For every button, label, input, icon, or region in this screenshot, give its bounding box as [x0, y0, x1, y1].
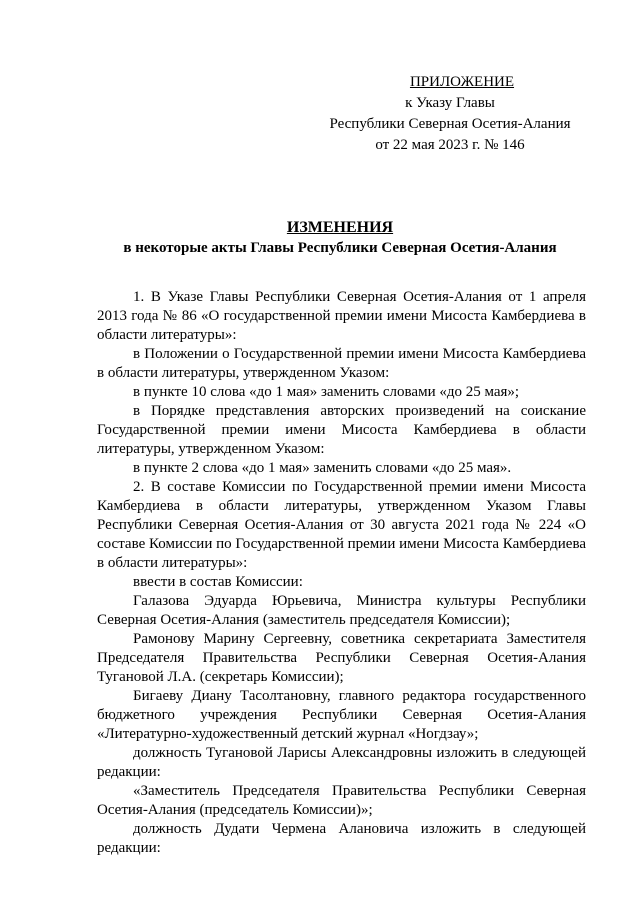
title-heading: ИЗМЕНЕНИЯ [286, 219, 394, 236]
appendix-label: ПРИЛОЖЕНИЕ [409, 74, 515, 90]
title-subheading: в некоторые акты Главы Республики Северная Осетия-Алания [123, 240, 557, 256]
paragraph: в пункте 10 слова «до 1 мая» заменить словами «до 25 мая»; [133, 384, 520, 400]
paragraph: должность Дудати Чермена Алановича изложить в следующей редакции: [97, 821, 586, 856]
paragraph: в Порядке представления авторских произведений на соискание Государственной премии имени Мисоста Камбердиева в области литературы, утвержденном Указом: [97, 403, 586, 457]
appendix-date-number: от 22 мая 2023 г. № 146 [375, 137, 525, 153]
paragraph: в пункте 2 слова «до 1 мая» заменить словами «до 25 мая». [133, 460, 512, 476]
paragraph: 2. В составе Комиссии по Государственной премии имени Мисоста Камбердиева в области литературы, утвержденном Указом Главы Республики Северная Осетия-Алания от 30 августа 2021 года № 224 «О составе Комиссии по Государственной премии имени Мисоста Камбердиева в области литературы»: [97, 479, 586, 571]
paragraph: 1. В Указе Главы Республики Северная Осетия-Алания от 1 апреля 2013 года № 86 «О государственной премии имени Мисоста Камбердиева в области литературы»: [97, 289, 586, 343]
appendix-republic: Республики Северная Осетия-Алания [329, 116, 571, 132]
paragraph: Рамонову Марину Сергеевну, советника секретариата Заместителя Председателя Правительства Республики Северная Осетия-Алания Тугановой Л.А. (секретарь Комиссии); [97, 631, 586, 685]
document-body [97, 288, 586, 858]
paragraph: Галазова Эдуарда Юрьевича, Министра культуры Республики Северная Осетия-Алания (заместитель председателя Комиссии); [97, 593, 586, 628]
paragraph: «Заместитель Председателя Правительства Республики Северная Осетия-Алания (председатель Комиссии)»; [97, 783, 586, 818]
document-title [40, 218, 640, 258]
paragraph: должность Тугановой Ларисы Александровны изложить в следующей редакции: [97, 745, 586, 780]
paragraph: Бигаеву Диану Тасолтановну, главного редактора государственного бюджетного учреждения Республики Северная Осетия-Алания «Литературно-художественный детский журнал «Ногдзау»; [97, 688, 586, 742]
paragraph: в Положении о Государственной премии имени Мисоста Камбердиева в области литературы, утвержденном Указом: [97, 346, 586, 381]
appendix-decree-ref: к Указу Главы [405, 95, 495, 111]
appendix-header [300, 72, 600, 156]
paragraph: ввести в состав Комиссии: [133, 574, 303, 590]
